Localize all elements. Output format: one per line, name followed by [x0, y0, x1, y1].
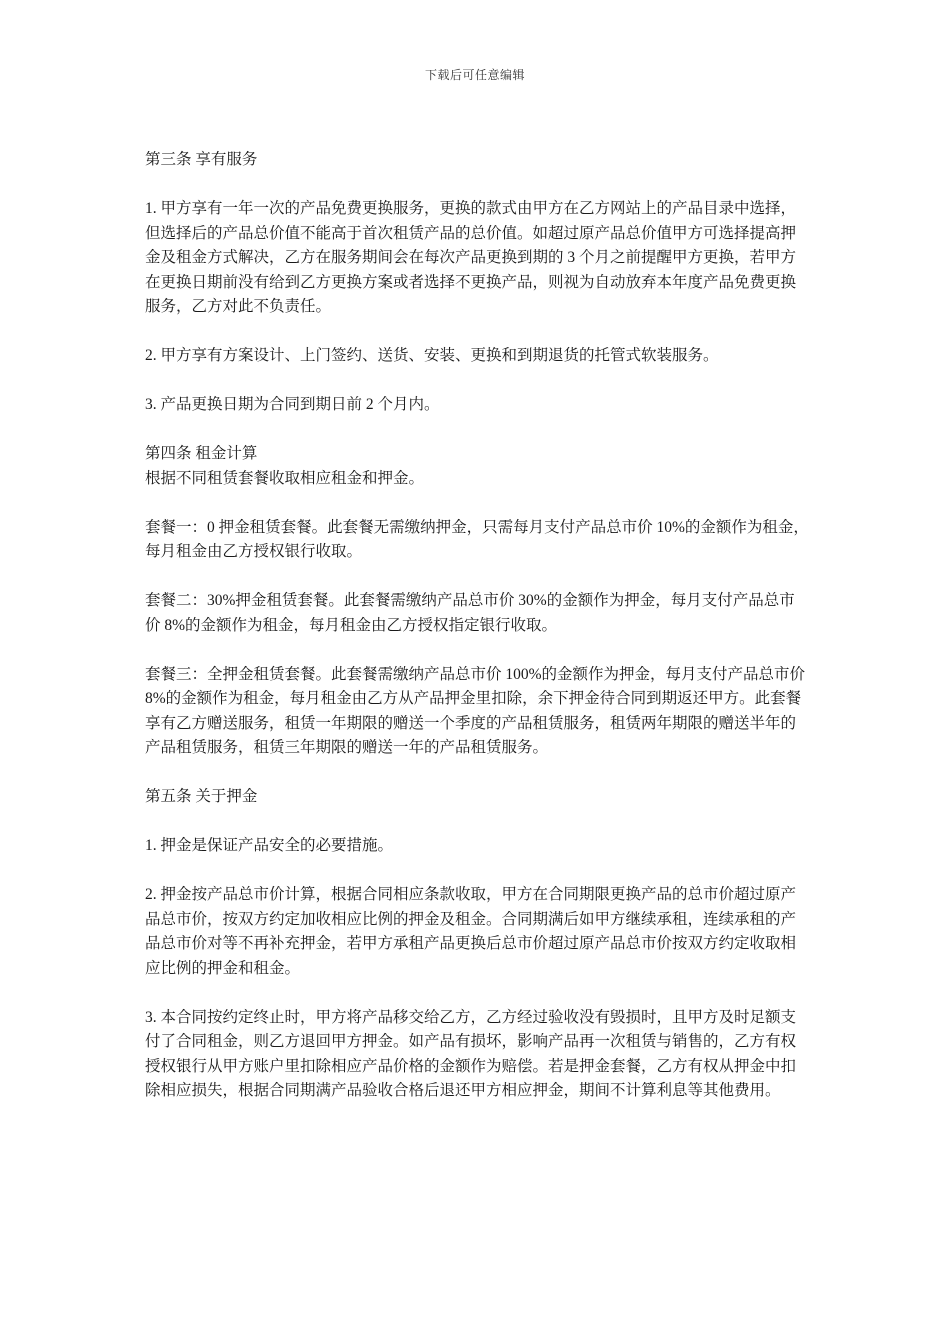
article-5-item-3: 3. 本合同按约定终止时，甲方将产品移交给乙方，乙方经过验收没有毁损时，且甲方及时足额支付了合同租金，则乙方退回甲方押金。如产品有损坏，影响产品再一次租赁与销售的，乙方有权授权银行从甲方账户里扣除相应产品价格的金额作为赔偿。若是押金套餐，乙方有权从押金中扣除相应损失，根据合同期满产品验收合格后退还甲方相应押金，期间不计算利息等其他费用。 [145, 1008, 797, 1099]
article-3-item-2: 2. 甲方享有方案设计、上门签约、送货、安装、更换和到期退货的托管式软装服务。 [145, 347, 719, 364]
article-3-item-1: 1. 甲方享有一年一次的产品免费更换服务，更换的款式由甲方在乙方网站上的产品目录中选择，但选择后的产品总价值不能高于首次租赁产品的总价值。如超过原产品总价值甲方可选择提高押金及租金方式解决，乙方在服务期间会在每次产品更换到期的 3 个月之前提醒甲方更换，若甲方在更换日期前没有给到乙方更换方案或者选择不更换产品，则视为自动放弃本年度产品免费更换服务，乙方对此不负责任。 [145, 200, 797, 315]
article-5-heading: 第五条 关于押金 [145, 788, 258, 805]
article-4-plan-3: 套餐三：全押金租赁套餐。此套餐需缴纳产品总市价 100%的金额作为押金，每月支付产品总市价 8%的金额作为租金，每月租金由乙方从产品押金里扣除，余下押金待合同到期返还甲方。此套餐享有乙方赠送服务，租赁一年期限的赠送一个季度的产品租赁服务，租赁两年期限的赠送半年的产品租赁服务，租赁三年期限的赠送一年的产品租赁服务。 [145, 665, 806, 756]
article-4-plan-1: 套餐一：0 押金租赁套餐。此套餐无需缴纳押金，只需每月支付产品总市价 10%的金额作为租金，每月租金由乙方授权银行收取。 [145, 518, 809, 560]
article-4-plan-2: 套餐二：30%押金租赁套餐。此套餐需缴纳产品总市价 30%的金额作为押金，每月支付产品总市价 8%的金额作为租金，每月租金由乙方授权指定银行收取。 [145, 592, 795, 634]
article-4-intro: 根据不同租赁套餐收取相应租金和押金。 [145, 469, 425, 487]
article-5-item-1: 1. 押金是保证产品安全的必要措施。 [145, 837, 394, 854]
article-3-heading: 第三条 享有服务 [145, 151, 258, 168]
article-4-heading: 第四条 租金计算 [145, 445, 258, 462]
page-header-note: 下载后可任意编辑 [424, 68, 525, 82]
article-5-item-2: 2. 押金按产品总市价计算，根据合同相应条款收取，甲方在合同期限更换产品的总市价超过原产品总市价，按双方约定加收相应比例的押金及租金。合同期满后如甲方继续承租，连续承租的产品总市价对等不再补充押金，若甲方承租产品更换后总市价超过原产品总市价按双方约定收取相应比例的押金和租金。 [145, 886, 797, 977]
document-body [145, 148, 810, 1128]
article-3-item-3: 3. 产品更换日期为合同到期日前 2 个月内。 [145, 396, 440, 413]
